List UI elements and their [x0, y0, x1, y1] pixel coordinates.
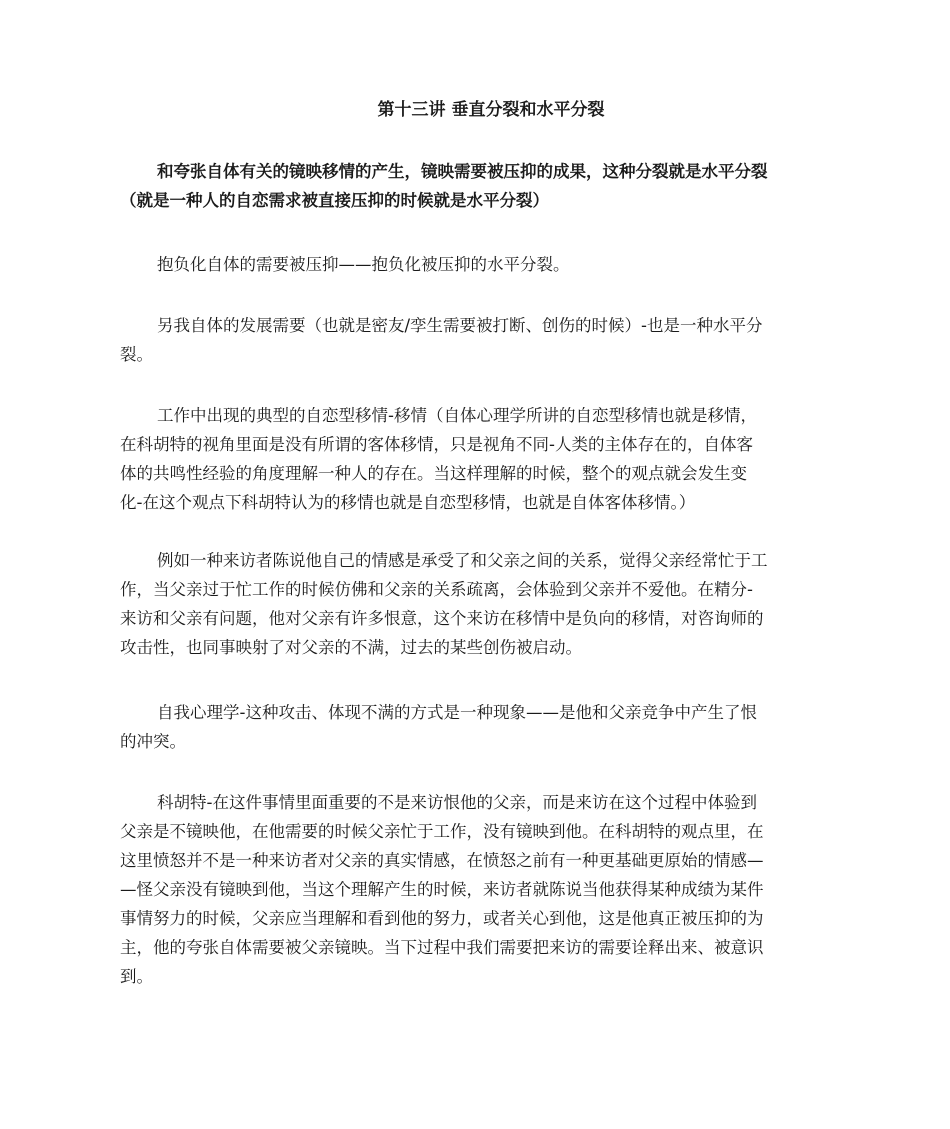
page-title: 第十三讲 垂直分裂和水平分裂	[377, 100, 605, 120]
paragraph-example-father	[120, 546, 832, 662]
paragraph-horizontal-split-definition	[120, 157, 832, 215]
text-line: 到。	[120, 967, 153, 986]
text-line: 父亲是不镜映他，在他需要的时候父亲忙于工作，没有镜映到他。在科胡特的观点里，在	[120, 822, 764, 841]
paragraph-alter-ego-self	[120, 311, 832, 369]
text-line: 这里愤怒并不是一种来访者对父亲的真实情感，在愤怒之前有一种更基础更原始的情感—	[120, 851, 764, 870]
text-line: 例如一种来访者陈说他自己的情感是承受了和父亲之间的关系，觉得父亲经常忙于工	[157, 551, 768, 570]
paragraph-idealizing-self	[120, 250, 832, 279]
text-line: 工作中出现的典型的自恋型移情-移情（自体心理学所讲的自恋型移情也就是移情，	[157, 406, 757, 425]
text-line: 来访和父亲有问题，他对父亲有许多恨意，这个来访在移情中是负向的移情，对咨询师的	[120, 609, 764, 628]
text-line: 科胡特-在这件事情里面重要的不是来访恨他的父亲，而是来访在这个过程中体验到	[157, 793, 757, 812]
paragraph-kohut-view	[120, 788, 832, 991]
text-line: 抱负化自体的需要被压抑——抱负化被压抑的水平分裂。	[157, 255, 570, 274]
text-line: 裂。	[120, 345, 153, 364]
text-line: 和夸张自体有关的镜映移情的产生，镜映需要被压抑的成果，这种分裂就是水平分裂	[157, 162, 768, 181]
text-line: 化-在这个观点下科胡特认为的移情也就是自恋型移情，也就是自体客体移情。）	[120, 493, 696, 512]
paragraph-narcissistic-transference	[120, 401, 832, 517]
text-line: 的冲突。	[120, 732, 186, 751]
text-line: 作，当父亲过于忙工作的时候仿佛和父亲的关系疏离，会体验到父亲并不爱他。在精分-	[120, 580, 753, 599]
paragraph-ego-psychology	[120, 698, 832, 756]
text-line: 在科胡特的视角里面是没有所谓的客体移情，只是视角不同-人类的主体存在的，自体客	[120, 435, 753, 454]
text-line: 自我心理学-这种攻击、体现不满的方式是一种现象——是他和父亲竞争中产生了恨	[157, 703, 757, 722]
text-line: 事情努力的时候，父亲应当理解和看到他的努力，或者关心到他，这是他真正被压抑的为	[120, 909, 764, 928]
text-line: 体的共鸣性经验的角度理解一种人的存在。当这样理解的时候，整个的观点就会发生变	[120, 464, 747, 483]
text-line: （就是一种人的自恋需求被直接压抑的时候就是水平分裂）	[120, 191, 549, 210]
text-line: 另我自体的发展需要（也就是密友/孪生需要被打断、创伤的时候）-也是一种水平分	[157, 316, 763, 335]
text-line: 主，他的夸张自体需要被父亲镜映。当下过程中我们需要把来访的需要诠释出来、被意识	[120, 938, 764, 957]
text-line: —怪父亲没有镜映到他，当这个理解产生的时候，来访者就陈说当他获得某种成绩为某件	[120, 880, 764, 899]
text-line: 攻击性，也同事映射了对父亲的不满，过去的某些创伤被启动。	[120, 638, 582, 657]
